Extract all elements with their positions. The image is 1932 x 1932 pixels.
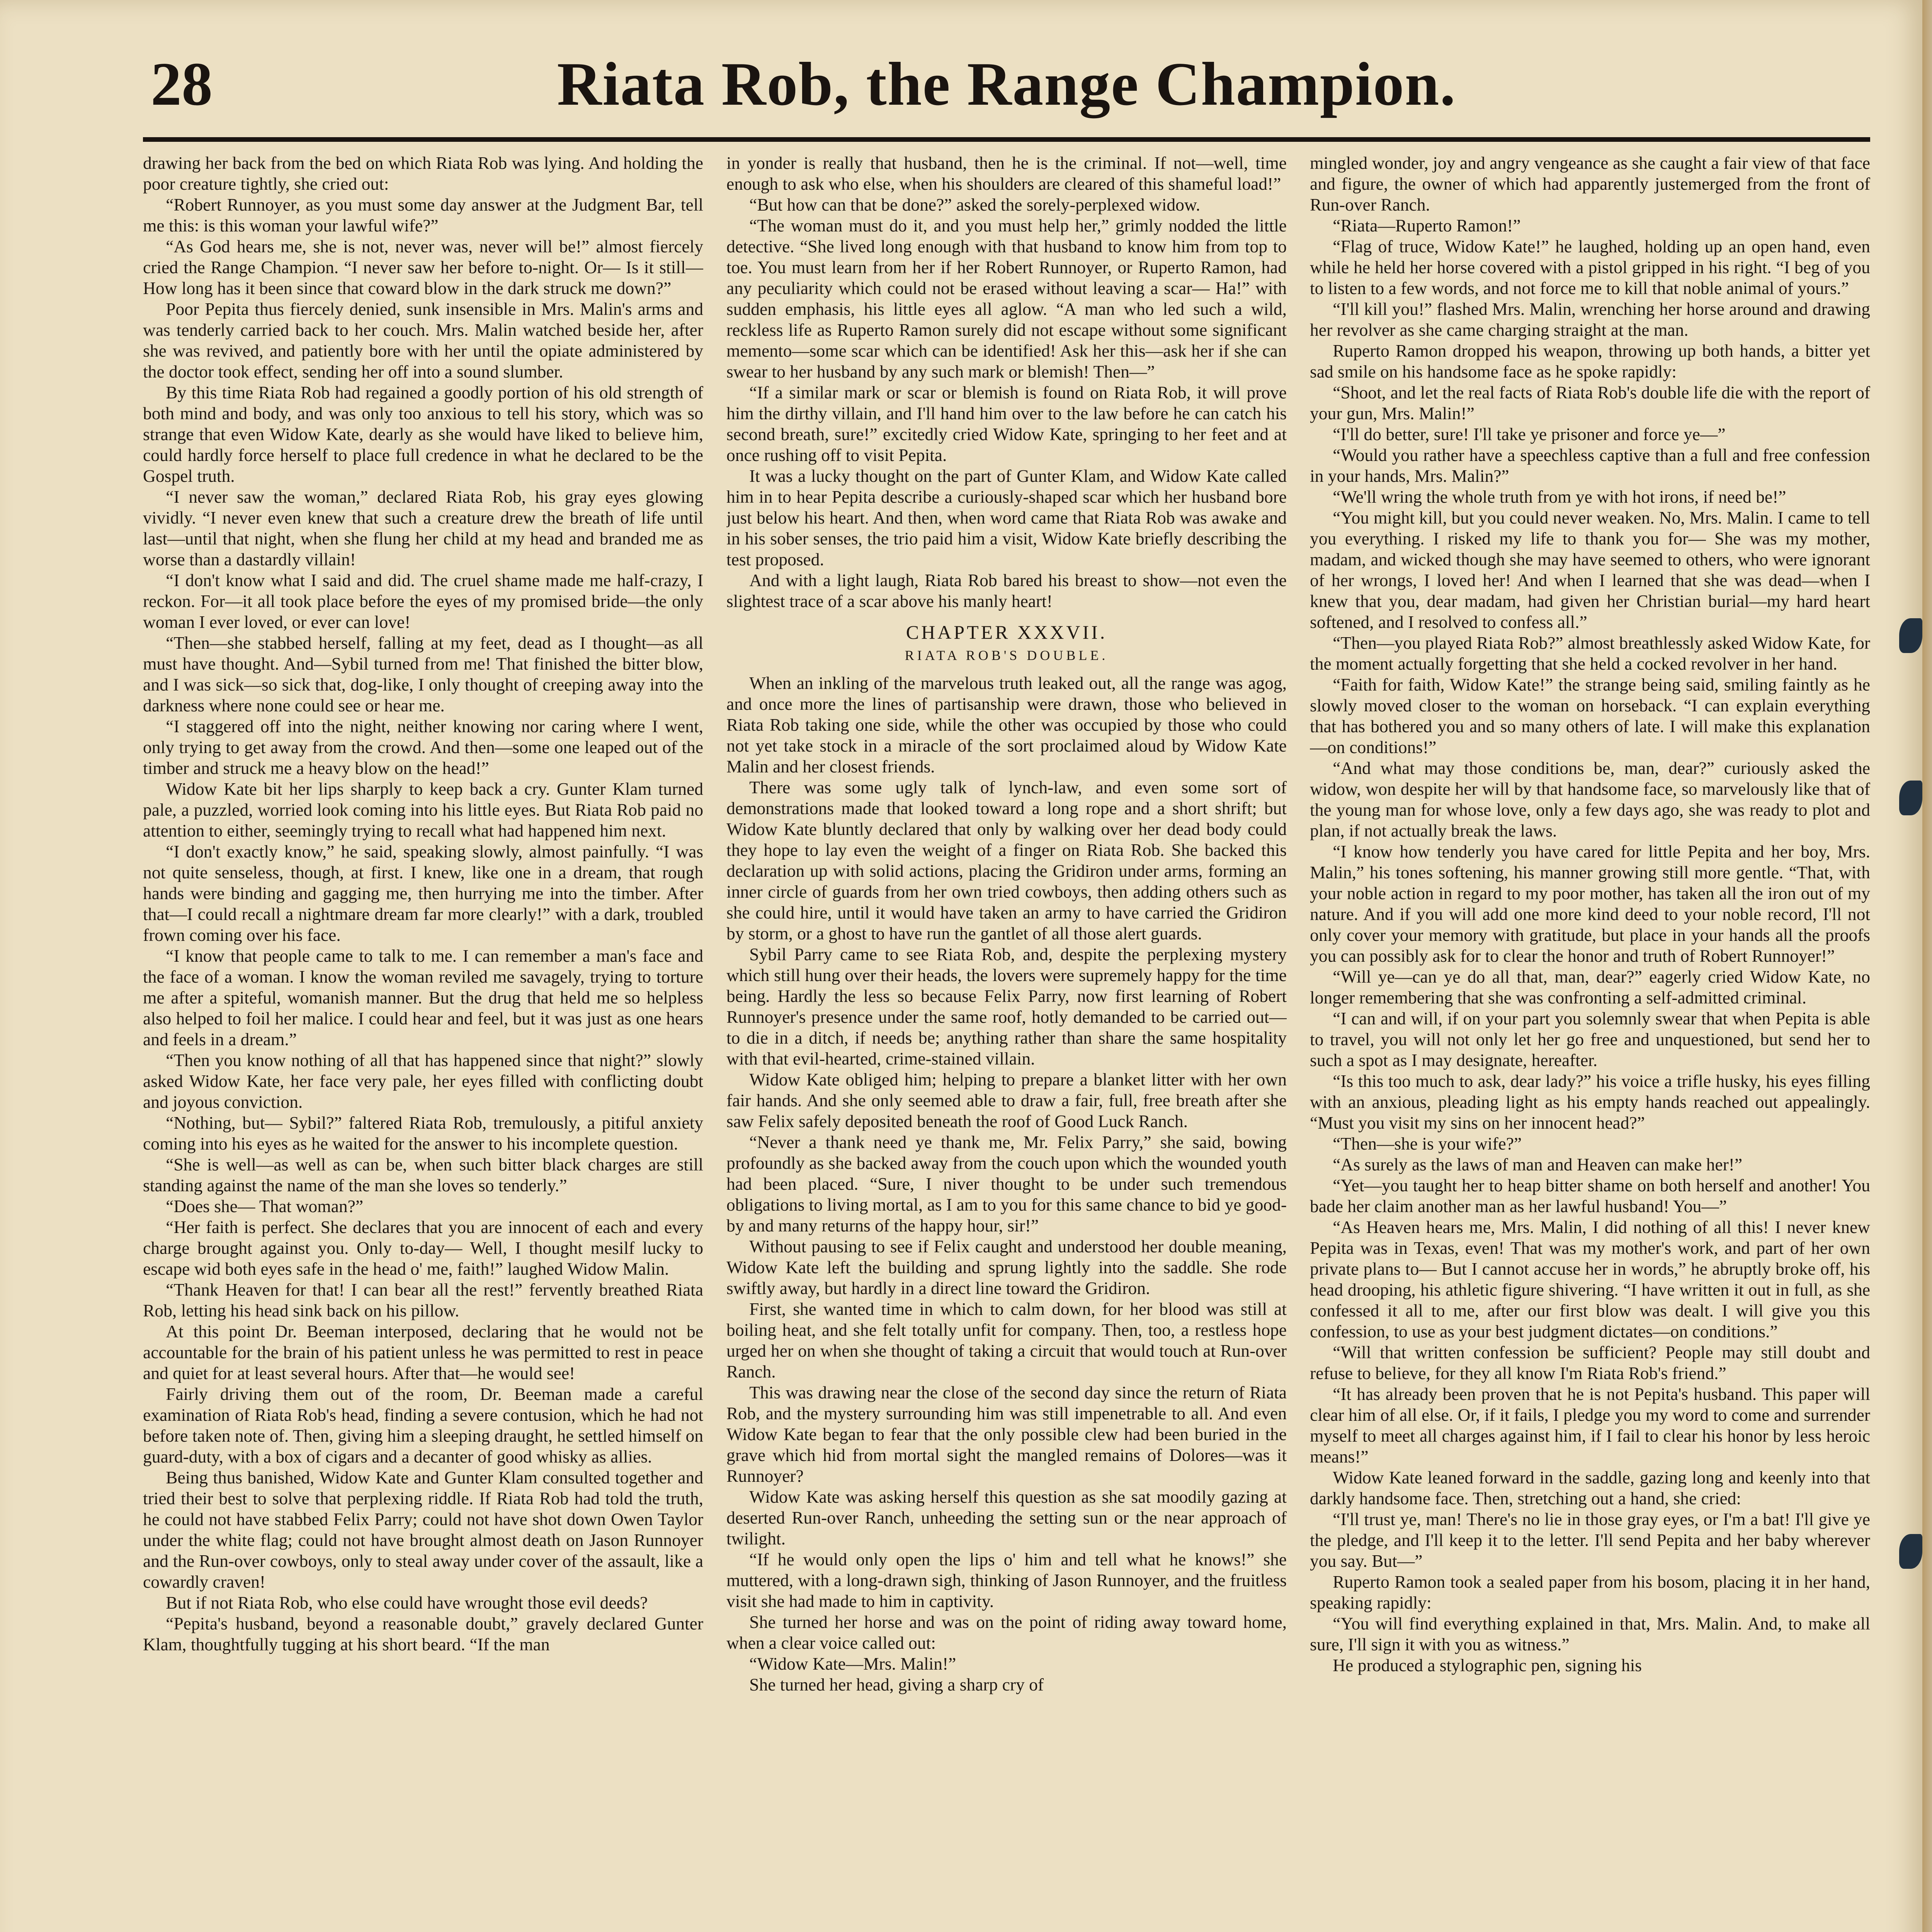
paragraph: “Her faith is perfect. She declares that you are innocent of each and every charge brought against you. Only to-day— Well, I thought mesilf lucky to escape wid both eyes safe in the head o' me, faith!” laughed Widow Malin.: [143, 1217, 703, 1279]
paragraph: “I'll do better, sure! I'll take ye prisoner and force ye—”: [1333, 424, 1726, 444]
paragraph: But if not Riata Rob, who else could have wrought those evil deeds?: [166, 1593, 648, 1612]
column-middle: [726, 153, 1287, 1932]
paragraph: “I know that people came to talk to me. I can remember a man's face and the face of a woman. I know the woman reviled me savagely, trying to torture me after a spiteful, womanish manner. But the drug that held me so helpless also helped to foil her malice. I could hear and feel, but it was just as one hears and feels in a dream.”: [143, 946, 703, 1049]
chapter-subtitle: RIATA ROB'S DOUBLE.: [905, 648, 1109, 663]
page-tear-mark: [1899, 1534, 1922, 1569]
page-number: 28: [151, 49, 213, 118]
paragraph: “Thank Heaven for that! I can bear all the rest!” fervently breathed Riata Rob, letting his head sink back on his pillow.: [143, 1280, 703, 1320]
column-middle-after-chapter: [726, 673, 1287, 1695]
paragraph: “It has already been proven that he is not Pepita's husband. This paper will clear him of all else. Or, if it fails, I pledge you my word to come and surrender myself to meet all charges against him, if I fail to clear his honor by less heroic means!”: [1310, 1384, 1870, 1466]
chapter-heading: CHAPTER XXXVII.: [906, 621, 1107, 643]
page-tear-mark: [1899, 618, 1922, 653]
paragraph: “As Heaven hears me, Mrs. Malin, I did nothing of all this! I never knew Pepita was in Texas, even! That was my mother's work, and part of her own private plans to— But I cannot accuse her in words,” he abruptly broke off, his head drooping, his athletic figure shivering. “I have written it out in full, as she confessed it all to me, after our first blow was dealt. I will give you this confession, to use as your best judgment dictates—on conditions.”: [1310, 1217, 1870, 1341]
paragraph: “I know how tenderly you have cared for little Pepita and her boy, Mrs. Malin,” his tones softening, his manner growing still more gentle. “That, with your noble action in regard to my poor mother, has taken all the iron out of my nature. And if you will add one more kind deed to your noble record, I'll not only cover your memory with gratitude, but place in your hands all the proofs you can possibly ask for to clear the honor and truth of Robert Runnoyer!”: [1310, 842, 1870, 966]
paragraph: First, she wanted time in which to calm down, for her blood was still at boiling heat, and she felt totally unfit for company. Then, too, a restless hope urged her on when she thought of taking a circuit that would touch at Run-over Ranch.: [726, 1299, 1287, 1381]
paragraph: “I never saw the woman,” declared Riata Rob, his gray eyes glowing vividly. “I never even knew that such a creature drew the breath of life until last—until that night, when she flung her child at my head and branded me as worse than a dastardly villain!: [143, 487, 703, 569]
paragraph: “I can and will, if on your part you solemnly swear that when Pepita is able to travel, you will not only let her go free and unquestioned, but send her to such a spot as I may designate, hereafter.: [1310, 1009, 1870, 1070]
paragraph: There was some ugly talk of lynch-law, and even some sort of demonstrations made that looked toward a long rope and a short shrift; but Widow Kate bluntly declared that only by walking over her dead body could they hope to lay even the weight of a finger on Riata Rob. She backed this declaration up with solid actions, placing the Gridiron under arms, forming an inner circle of guards from her own tried cowboys, then adding others such as she could hire, until it would have taken an army to have carried the Gridiron by storm, or a ghost to have run the gantlet of all those alert guards.: [726, 777, 1287, 943]
paragraph: “Would you rather have a speechless captive than a full and free confession in your hands, Mrs. Malin?”: [1310, 445, 1870, 486]
paragraph: Widow Kate obliged him; helping to prepare a blanket litter with her own fair hands. And she only seemed able to draw a fair, full, free breath after she saw Felix safely deposited beneath the roof of Good Luck Ranch.: [726, 1070, 1287, 1131]
text-columns: [143, 153, 1870, 1932]
page-tear-mark: [1899, 781, 1922, 815]
paragraph: “Riata—Ruperto Ramon!”: [1333, 216, 1521, 235]
paragraph: “If a similar mark or scar or blemish is found on Riata Rob, it will prove him the dirthy villain, and I'll hand him over to the law before he can catch his second breath, sure!” excitedly cried Widow Kate, springing to her feet and at once rushing off to visit Pepita.: [726, 383, 1287, 465]
column-middle-before-chapter: [726, 153, 1287, 612]
paragraph: Sybil Parry came to see Riata Rob, and, despite the perplexing mystery which still hung over their heads, the lovers were supremely happy for the time being. Hardly the less so because Felix Parry, now first learning of Robert Runnoyer's presence under the same roof, hotly demanded to be carried out—to die in a ditch, if needs be; anything rather than share the same hospitality with that evil-hearted, crime-stained villain.: [726, 944, 1287, 1068]
paragraph: Fairly driving them out of the room, Dr. Beeman made a careful examination of Riata Rob's head, finding a severe contusion, which he had not before taken note of. Then, giving him a sleeping draught, he settled himself on guard-duty, with a box of cigars and a decanter of good whisky as allies.: [143, 1384, 703, 1466]
page-header: [143, 41, 1870, 142]
paragraph: Ruperto Ramon dropped his weapon, throwing up both hands, a bitter yet sad smile on his handsome face as he spoke rapidly:: [1310, 341, 1870, 381]
paragraph: “I'll trust ye, man! There's no lie in those gray eyes, or I'm a bat! I'll give ye the pledge, and I'll keep it to the letter. I'll send Pepita and her baby wherever you say. But—”: [1310, 1509, 1870, 1571]
paragraph: Widow Kate was asking herself this question as she sat moodily gazing at deserted Run-over Ranch, unheeding the setting sun or the near approach of twilight.: [726, 1487, 1287, 1548]
paragraph: “Never a thank need ye thank me, Mr. Felix Parry,” she said, bowing profoundly as she backed away from the couch upon which the wounded youth had been placed. “Sure, I niver thought to be under such tremendous obligations to living mortal, as I am to you for this same chance to bid ye good-by and many returns of the happy hour, sir!”: [726, 1132, 1287, 1235]
paragraph: drawing her back from the bed on which Riata Rob was lying. And holding the poor creature tightly, she cried out:: [143, 153, 703, 194]
paragraph: Ruperto Ramon took a sealed paper from his bosom, placing it in her hand, speaking rapidly:: [1310, 1572, 1870, 1612]
paragraph: “As surely as the laws of man and Heaven can make her!”: [1333, 1155, 1743, 1174]
paragraph: “Will ye—can ye do all that, man, dear?” eagerly cried Widow Kate, no longer remembering that she was confronting a self-admitted criminal.: [1310, 967, 1870, 1007]
paragraph: “If he would only open the lips o' him and tell what he knows!” she muttered, with a long-drawn sigh, thinking of Jason Runnoyer, and the fruitless visit she had made to him in captivity.: [726, 1549, 1287, 1611]
paragraph: Poor Pepita thus fiercely denied, sunk insensible in Mrs. Malin's arms and was tenderly carried back to her couch. Mrs. Malin watched beside her, after she was revived, and patiently bore with her until the opiate administered by the doctor took effect, sending her off into a sound slumber.: [143, 299, 703, 381]
paragraph: “As God hears me, she is not, never was, never will be!” almost fiercely cried the Range Champion. “I never saw her before to-night. Or— Is it still— How long has it been since that coward blow in the dark struck me down?”: [143, 236, 703, 298]
paragraph: And with a light laugh, Riata Rob bared his breast to show—not even the slightest trace of a scar above his manly heart!: [726, 570, 1287, 611]
paragraph: He produced a stylographic pen, signing his: [1333, 1655, 1642, 1675]
page-spine-edge: [1922, 0, 1932, 1932]
paragraph: “Pepita's husband, beyond a reasonable doubt,” gravely declared Gunter Klam, thoughtfully tugging at his short beard. “If the man: [143, 1614, 703, 1654]
paragraph: “Faith for faith, Widow Kate!” the strange being said, smiling faintly as he slowly moved closer to the woman on horseback. “I can explain everything that has bothered you and so many others of late. I will make this explanation—on conditions!”: [1310, 675, 1870, 757]
paragraph: When an inkling of the marvelous truth leaked out, all the range was agog, and once more the lines of partisanship were drawn, those who believed in Riata Rob taking one side, while the other was occupied by those who could not yet take stock in a miracle of the sort proclaimed aloud by Widow Kate Malin and her closest friends.: [726, 673, 1287, 776]
paragraph: She turned her head, giving a sharp cry of: [749, 1675, 1044, 1694]
paragraph: “Yet—you taught her to heap bitter shame on both herself and another! You bade her claim another man as her lawful husband! You—”: [1310, 1175, 1870, 1216]
paragraph: “Does she— That woman?”: [166, 1196, 364, 1216]
paragraph: “Then—she is your wife?”: [1333, 1134, 1522, 1153]
paragraph: “I'll kill you!” flashed Mrs. Malin, wrenching her horse around and drawing her revolver as she came charging straight at the man.: [1310, 299, 1870, 340]
running-title: Riata Rob, the Range Champion.: [557, 49, 1456, 118]
paragraph: “Shoot, and let the real facts of Riata Rob's double life die with the report of your gun, Mrs. Malin!”: [1310, 383, 1870, 423]
paragraph: “Flag of truce, Widow Kate!” he laughed, holding up an open hand, even while he held her horse covered with a pistol gripped in his right. “I beg of you to listen to a few words, and not force me to kill that noble animal of yours.”: [1310, 236, 1870, 298]
paragraph: Widow Kate bit her lips sharply to keep back a cry. Gunter Klam turned pale, a puzzled, worried look coming into his little eyes. But Riata Rob paid no attention to either, seemingly trying to recall what had happened him next.: [143, 779, 703, 840]
paragraph: “But how can that be done?” asked the sorely-perplexed widow.: [749, 195, 1201, 214]
paragraph: Being thus banished, Widow Kate and Gunter Klam consulted together and tried their best to solve that perplexing riddle. If Riata Rob had told the truth, he could not have stabbed Felix Parry; could not have shot down Owen Taylor under the white flag; could not have brought almost death on Jason Runnoyer and the Run-over cowboys, only to steal away under cover of the assault, like a cowardly craven!: [143, 1468, 703, 1592]
paragraph: She turned her horse and was on the point of riding away toward home, when a clear voice called out:: [726, 1612, 1287, 1653]
paragraph: “And what may those conditions be, man, dear?” curiously asked the widow, won despite her will by that handsome face, so marvelously like that of the young man for whose love, only a few days ago, she was ready to plot and plan, if not actually break the laws.: [1310, 758, 1870, 840]
paragraph: “She is well—as well as can be, when such bitter black charges are still standing against the name of the man she loves so tenderly.”: [143, 1155, 703, 1195]
paragraph: “Will that written confession be sufficient? People may still doubt and refuse to believe, for they all know I'm Riata Rob's friend.”: [1310, 1342, 1870, 1383]
paragraph: This was drawing near the close of the second day since the return of Riata Rob, and the mystery surrounding him was still impenetrable to all. And even Widow Kate began to fear that the only possible clew had been buried in the grave which hid from mortal sight the mangled remains of Dolores—was it Runnoyer?: [726, 1383, 1287, 1486]
paragraph: in yonder is really that husband, then he is the criminal. If not—well, time enough to ask who else, when his shoulders are cleared of this shameful load!”: [726, 153, 1287, 194]
paragraph: “You will find everything explained in that, Mrs. Malin. And, to make all sure, I'll sign it with you as witness.”: [1310, 1614, 1870, 1654]
paragraph: “Then—you played Riata Rob?” almost breathlessly asked Widow Kate, for the moment actually forgetting that she held a cocked revolver in her hand.: [1310, 633, 1870, 673]
paragraph: “I don't exactly know,” he said, speaking slowly, almost painfully. “I was not quite senseless, though, at first. I knew, like one in a dream, that rough hands were binding and gagging me, then hurrying me into the timber. After that—I could recall a nightmare dream far more clearly!” with a dark, troubled frown coming over his face.: [143, 842, 703, 945]
paragraph: “Is this too much to ask, dear lady?” his voice a trifle husky, his eyes filling with an anxious, pleading light as his empty hands reached out appealingly. “Must you visit my sins on her innocent head?”: [1310, 1071, 1870, 1133]
paragraph: Without pausing to see if Felix caught and understood her double meaning, Widow Kate left the building and sprung lightly into the saddle. She rode swiftly away, but hardly in a direct line toward the Gridiron.: [726, 1236, 1287, 1298]
paragraph: By this time Riata Rob had regained a goodly portion of his old strength of both mind and body, and was only too anxious to tell his story, which was so strange that even Widow Kate, dearly as she would have liked to believe him, could hardly force herself to place full credence in what he declared to be the Gospel truth.: [143, 383, 703, 486]
paragraph: “Nothing, but— Sybil?” faltered Riata Rob, tremulously, a pitiful anxiety coming into his eyes as he waited for the answer to his incomplete question.: [143, 1113, 703, 1153]
paragraph: It was a lucky thought on the part of Gunter Klam, and Widow Kate called him in to hear Pepita describe a curiously-shaped scar which her husband bore just below his heart. And then, when word came that Riata Rob was awake and in his sober senses, the trio paid him a visit, Widow Kate briefly describing the test proposed.: [726, 466, 1287, 569]
column-left: [143, 153, 703, 1932]
paragraph: At this point Dr. Beeman interposed, declaring that he would not be accountable for the brain of his patient unless he was permitted to rest in peace and quiet for at least several hours. After that—he would see!: [143, 1321, 703, 1383]
paragraph: mingled wonder, joy and angry vengeance as she caught a fair view of that face and figure, the owner of which had apparently justemerged from the front of Run-over Ranch.: [1310, 153, 1870, 214]
paragraph: “Then you know nothing of all that has happened since that night?” slowly asked Widow Kate, her face very pale, her eyes filled with conflicting doubt and joyous conviction.: [143, 1050, 703, 1112]
paragraph: “We'll wring the whole truth from ye with hot irons, if need be!”: [1333, 487, 1786, 507]
paragraph: “Robert Runnoyer, as you must some day answer at the Judgment Bar, tell me this: is this woman your lawful wife?”: [143, 195, 703, 235]
paragraph: “You might kill, but you could never weaken. No, Mrs. Malin. I came to tell you everything. I risked my life to thank you for— She was my mother, madam, and wicked though she may have seemed to others, who were ignorant of her wrongs, I loved her! And when I learned that she was dead—when I knew that you, dear madam, had given her Christian burial—my hard heart softened, and I resolved to confess all.”: [1310, 508, 1870, 632]
column-right: [1310, 153, 1870, 1932]
paragraph: Widow Kate leaned forward in the saddle, gazing long and keenly into that darkly handsome face. Then, stretching out a hand, she cried:: [1310, 1468, 1870, 1508]
paragraph: “I don't know what I said and did. The cruel shame made me half-crazy, I reckon. For—it all took place before the eyes of my promised bride—the only woman I ever loved, or ever can love!: [143, 570, 703, 632]
paragraph: “The woman must do it, and you must help her,” grimly nodded the little detective. “She lived long enough with that husband to know him from top to toe. You must learn from her if her Robert Runnoyer, or Ruperto Ramon, had any peculiarity which could not be erased without leaving a scar— Ha!” with sudden emphasis, his little eyes all aglow. “A man who led such a wild, reckless life as Ruperto Ramon surely did not escape without some significant memento—some scar which can be identified! Ask her this—ask her if she can swear to her husband by any such mark or blemish! Then—”: [726, 216, 1287, 381]
paragraph: “I staggered off into the night, neither knowing nor caring where I went, only trying to get away from the crowd. And then—some one leaped out of the timber and struck me a heavy blow on the head!”: [143, 716, 703, 778]
paragraph: “Then—she stabbed herself, falling at my feet, dead as I thought—as all must have thought. And—Sybil turned from me! That finished the bitter blow, and I was sick—so sick that, dog-like, I only thought of creeping away into the darkness where none could see or hear me.: [143, 633, 703, 715]
paragraph: “Widow Kate—Mrs. Malin!”: [749, 1654, 956, 1673]
